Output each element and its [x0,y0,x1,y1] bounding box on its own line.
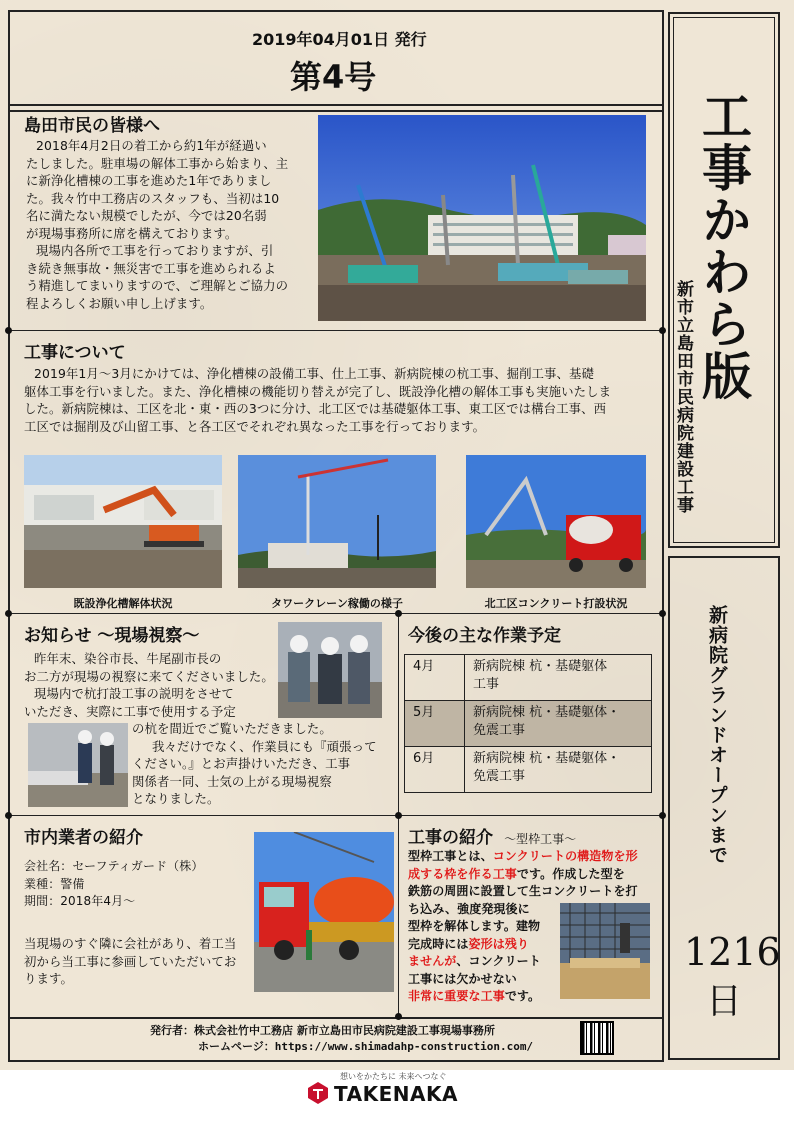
notice-body-cont: の杭を間近でご覧いただきました。 我々だけでなく、作業員にも『頑張って ください。』とお声掛けいただき、工事 関係者一同、士気の上がる現場視察 となりました。 [132,721,377,806]
frame-line [8,10,664,12]
notice-body: 昨年末、染谷市長、牛尾副市長の お二方が現場の視察に来てくださいました。 現場内で杭打設工事の説明をさせて いただき、実際に工事で使用する予定 [24,651,274,719]
schedule-table [404,654,652,793]
work-intro-body: 型枠工事とは、コンクリートの構造物を形 成する枠を作る工事です。作成した型を 鉄筋の周囲に設置して生コンクリートを打 ち込み、強度発現後に 型枠を解体します。建物 完成時には姿形は残り ませんが、コンクリート 工事には欠かせない 非常に重要な工事です。 [408,849,638,1003]
takenaka-logo-text: TAKENAKA [334,1082,458,1106]
tower-crane-photo [238,455,436,588]
pile-driving-photo [318,115,646,321]
photo-caption: タワークレーン稼働の様子 [271,597,403,610]
table-row: 4月 新病院棟 杭・基礎躯体 工事 [405,655,652,701]
mixer-truck-photo [254,832,394,992]
site-visit-photo [278,622,382,718]
greeting-heading: 島田市民の皆様へ [24,116,160,136]
about-body: 2019年1月～3月にかけては、浄化槽棟の設備工事、仕上工事、新病院棟の杭工事、掘削工事、基礎 躯体工事を行いました。また、浄化槽棟の機能切り替えが完了し、既設浄化槽の解体工事も実施いたしま した。新病院棟は、工区を北・東・西の3つに分け、北工区では基礎躯体工事、東工区では構台工事、西 工区では掘削及び山留工事、と各工区でそれぞれ異なった工事を行っております。 [24,366,612,434]
company-heading: 市内業者の紹介 [24,828,143,848]
company-details: 会社名：セーフティガード（株） 業種：警備 期間：2018年4月～ [24,859,204,908]
divider [10,613,662,614]
tagline: 想いをかたちに 未来へつなぐ [340,1072,447,1081]
table-row: 5月 新病院棟 杭・基礎躯体・ 免震工事 [405,701,652,747]
countdown-days: 1216 [684,930,781,974]
work-intro-heading: 工事の紹介 [408,828,493,848]
about-heading: 工事について [24,343,126,363]
work-intro-title [408,828,576,848]
masthead-title: 工事かわら版 [694,90,752,402]
homepage-link[interactable]: ホームページ：https://www.shimadahp-construction.com/ [198,1040,534,1053]
frame-line [8,110,664,112]
concrete-pouring-photo [466,455,646,588]
schedule-heading: 今後の主な作業予定 [408,626,561,646]
pile-inspection-photo [28,723,128,807]
notice-heading: お知らせ ～現場視察～ [24,626,200,646]
issue-number: 第4号 [290,58,377,96]
company-body: 当現場のすぐ隣に会社があり、着工当 初から当工事に参画していただいてお ります。 [24,936,237,986]
countdown-label: 新病院グランドオープンまで [706,605,728,865]
greeting-body: 2018年4月2日の着工から約1年が経過い たしました。駐車場の解体工事から始まり、主 に新浄化槽棟の工事を進めた1年でありまし た。我々竹中工務店のスタッフも、当初は10 名に満たない規模でしたが、今では20名弱 が現場事務所に席を構えております。 現場内各所で工事を行っておりますが、引 き続き無事故・無災害で工事を進められるよ う精進してまいりますので、ご理解とご協力の 程よろしくお願い申し上げます。 [26,138,289,311]
issue-date: 2019年04月01日 発行 [252,30,427,49]
photo-caption: 既設浄化槽解体状況 [73,597,173,610]
countdown-unit: 日 [706,981,743,1022]
work-intro-sub: ～型枠工事～ [504,832,577,846]
demolition-photo [24,455,222,588]
frame-line [662,10,664,1062]
formwork-photo [560,903,650,999]
divider [10,815,662,816]
publisher: 発行者：株式会社竹中工務店 新市立島田市民病院建設工事現場事務所 [150,1024,495,1037]
frame-line [8,104,664,106]
frame-line [8,1060,664,1062]
qr-code-icon [580,1021,614,1055]
frame-line [8,10,10,1062]
divider [10,330,662,331]
takenaka-logo-icon [308,1082,328,1104]
table-row: 6月 新病院棟 杭・基礎躯体・ 免震工事 [405,747,652,793]
masthead-subtitle: 新市立島田市民病院建設工事 [673,280,693,514]
frame-line [8,1017,664,1019]
photo-caption: 北工区コンクリート打設状況 [484,597,628,610]
